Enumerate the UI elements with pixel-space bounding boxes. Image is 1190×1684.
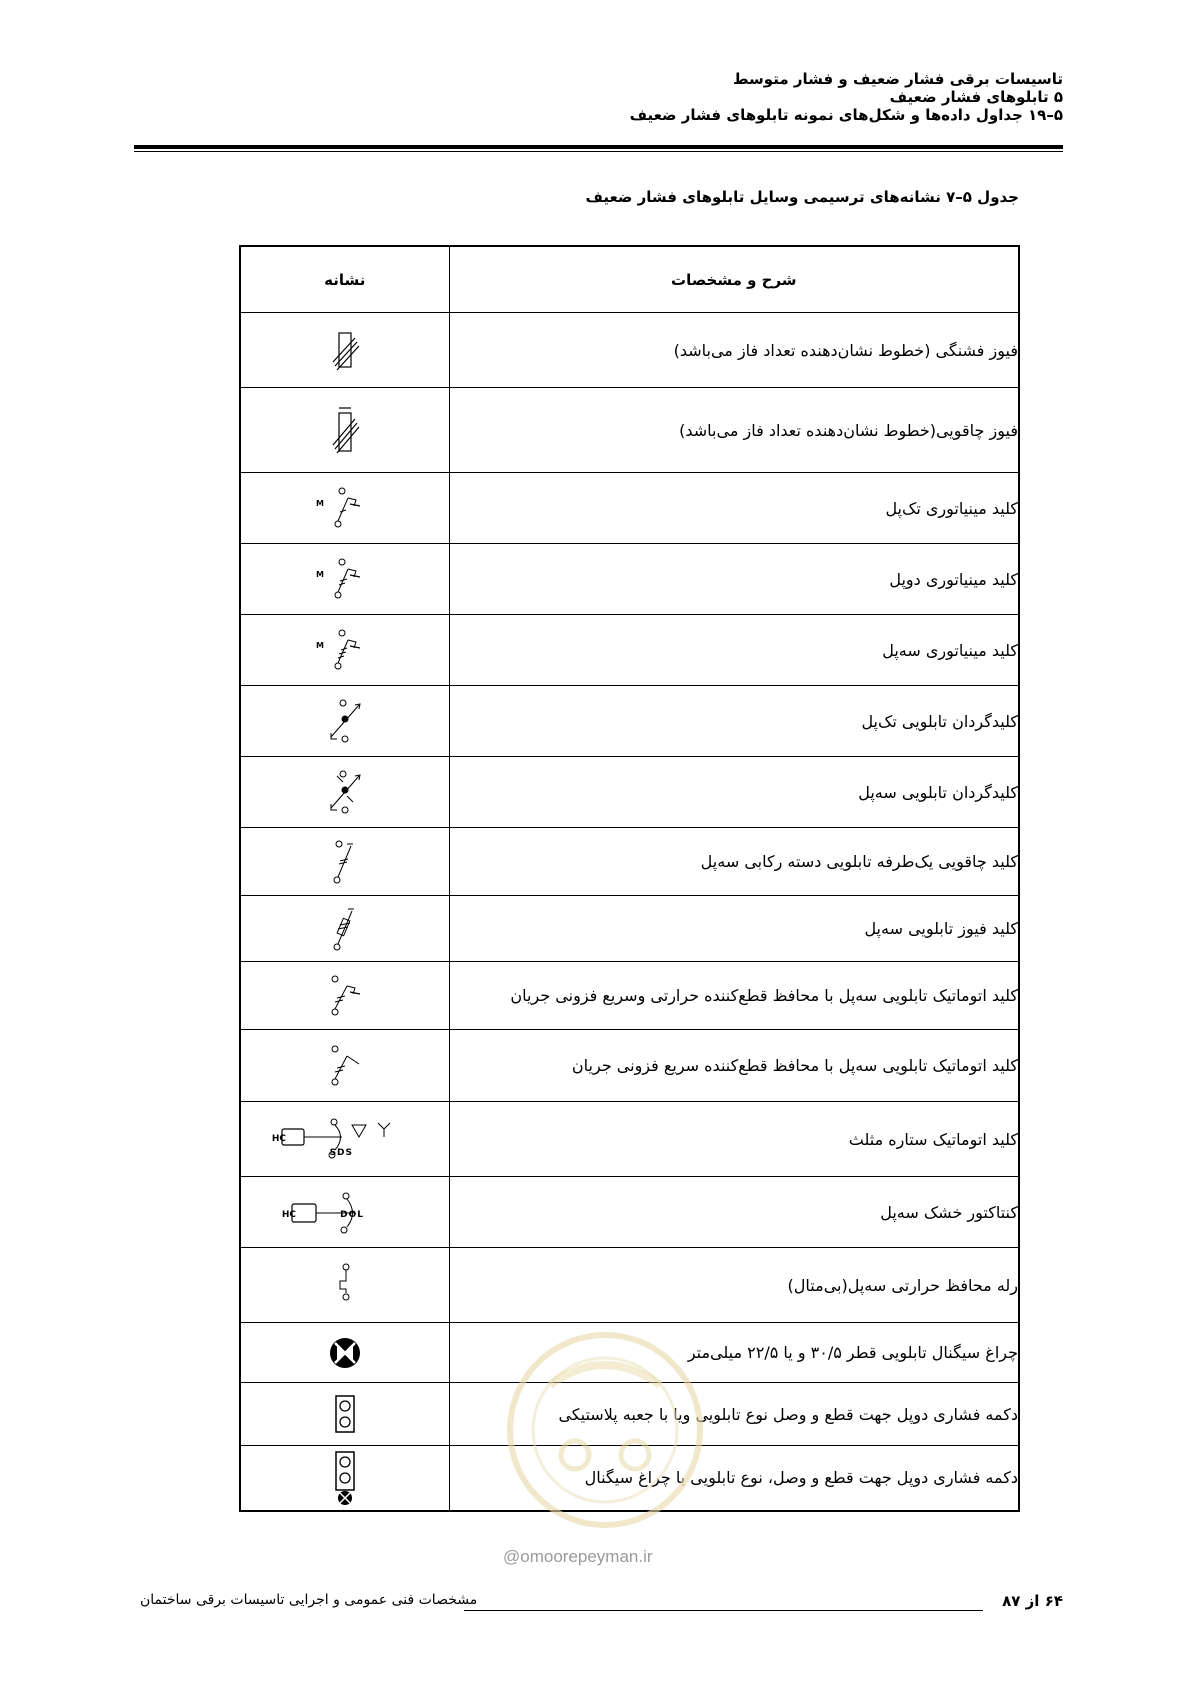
double-push-button-icon [334, 1394, 356, 1434]
footer-rule [464, 1610, 983, 1611]
symbol-label-hc: HC [271, 1134, 286, 1144]
header-line-1: تاسیسات برقی فشار ضعیف و فشار متوسط [732, 70, 1063, 88]
row-description: کلید اتوماتیک تابلویی سه‌پل با محافظ قطع‌کننده حرارتی وسریع فزونی جریان [449, 962, 1019, 1030]
fuse-switch-icon [325, 905, 365, 953]
page-header [127, 70, 1063, 124]
table-row [240, 1177, 1019, 1248]
table-row [240, 388, 1019, 473]
table-row [240, 686, 1019, 757]
table-row [240, 615, 1019, 686]
circuit-breaker-thermal-magnetic-icon [323, 974, 367, 1018]
table-row [240, 962, 1019, 1030]
circuit-breaker-magnetic-icon [323, 1044, 367, 1088]
symbols-table [239, 245, 1020, 1512]
header-rule-thick [134, 145, 1063, 149]
row-description: کنتاکتور خشک سه‌پل [449, 1177, 1019, 1248]
blade-fuse-icon [325, 405, 365, 455]
header-rule-thin [134, 151, 1063, 152]
symbol-label-m: M [315, 499, 324, 508]
contactor-dol-icon [281, 1190, 400, 1234]
row-description: کلید فیوز تابلویی سه‌پل [449, 896, 1019, 962]
row-description: کلید اتوماتیک ستاره مثلث [449, 1102, 1019, 1177]
row-description: کلید مینیاتوری تک‌پل [449, 473, 1019, 544]
mcb-three-pole-icon [315, 628, 370, 672]
row-description: کلید مینیاتوری دوپل [449, 544, 1019, 615]
rotary-switch-three-pole-icon [323, 768, 367, 816]
row-description: کلید مینیاتوری سه‌پل [449, 615, 1019, 686]
footer-title: مشخصات فنی عمومی و اجرایی تاسیسات برقی ساختمان [140, 1592, 478, 1608]
row-description: دکمه فشاری دوپل جهت قطع و وصل، نوع تابلویی با چراغ سیگنال [449, 1446, 1019, 1511]
table-row [240, 828, 1019, 896]
row-description: فیوز فشنگی (خطوط نشان‌دهنده تعداد فاز می‌باشد) [449, 313, 1019, 388]
table-caption: جدول ۵–۷ نشانه‌های ترسیمی وسایل تابلوهای فشار ضعیف [585, 188, 1019, 206]
table-row [240, 473, 1019, 544]
row-description: رله محافظ حرارتی سه‌پل(بی‌متال) [449, 1248, 1019, 1323]
table-row [240, 1248, 1019, 1323]
symbol-label-sds: SDS [329, 1148, 353, 1158]
row-description: کلیدگردان تابلویی سه‌پل [449, 757, 1019, 828]
row-description: کلید چاقویی یک‌طرفه تابلویی دسته رکابی سه‌پل [449, 828, 1019, 896]
table-row [240, 1030, 1019, 1102]
table-row [240, 544, 1019, 615]
table-row [240, 757, 1019, 828]
star-delta-starter-icon [271, 1117, 410, 1161]
symbol-label-m: M [315, 570, 324, 579]
header-description: شرح و مشخصات [449, 246, 1019, 313]
watermark-seal-icon [490, 1325, 720, 1535]
signal-lamp-icon [328, 1336, 362, 1370]
header-line-3: ۵–۱۹ جداول داده‌ها و شکل‌های نمونه تابلوهای فشار ضعیف [629, 106, 1063, 124]
watermark-text: @omoorepeyman.ir [503, 1547, 653, 1566]
page-footer [134, 1592, 1063, 1616]
row-description: دکمه فشاری دوپل جهت قطع و وصل نوع تابلویی ویا با جعبه پلاستیکی [449, 1383, 1019, 1446]
row-description: کلیدگردان تابلویی تک‌پل [449, 686, 1019, 757]
row-description: چراغ سیگنال تابلویی قطر ۳۰/۵ و یا ۲۲/۵ میلی‌متر [449, 1323, 1019, 1383]
cartridge-fuse-icon [325, 328, 365, 372]
header-symbol: نشانه [240, 246, 449, 313]
page-number: ۶۴ از ۸۷ [1002, 1592, 1063, 1610]
table-row [240, 1102, 1019, 1177]
row-description: فیوز چاقویی(خطوط نشان‌دهنده تعداد فاز می‌باشد) [449, 388, 1019, 473]
mcb-single-pole-icon [315, 486, 370, 530]
table-header-row [240, 246, 1019, 313]
rotary-switch-single-pole-icon [323, 697, 367, 745]
row-description: کلید اتوماتیک تابلویی سه‌پل با محافظ قطع‌کننده سریع فزونی جریان [449, 1030, 1019, 1102]
symbol-label-dol: DOL [339, 1210, 364, 1220]
header-line-2: ۵ تابلوهای فشار ضعیف [889, 88, 1063, 106]
table-row [240, 896, 1019, 962]
knife-switch-icon [325, 838, 365, 886]
double-push-button-lamp-icon [334, 1450, 356, 1506]
symbol-label-hc: HC [281, 1210, 296, 1220]
symbol-label-m: M [315, 641, 324, 650]
mcb-double-pole-icon [315, 557, 370, 601]
thermal-relay-icon [330, 1261, 360, 1309]
table-row [240, 313, 1019, 388]
